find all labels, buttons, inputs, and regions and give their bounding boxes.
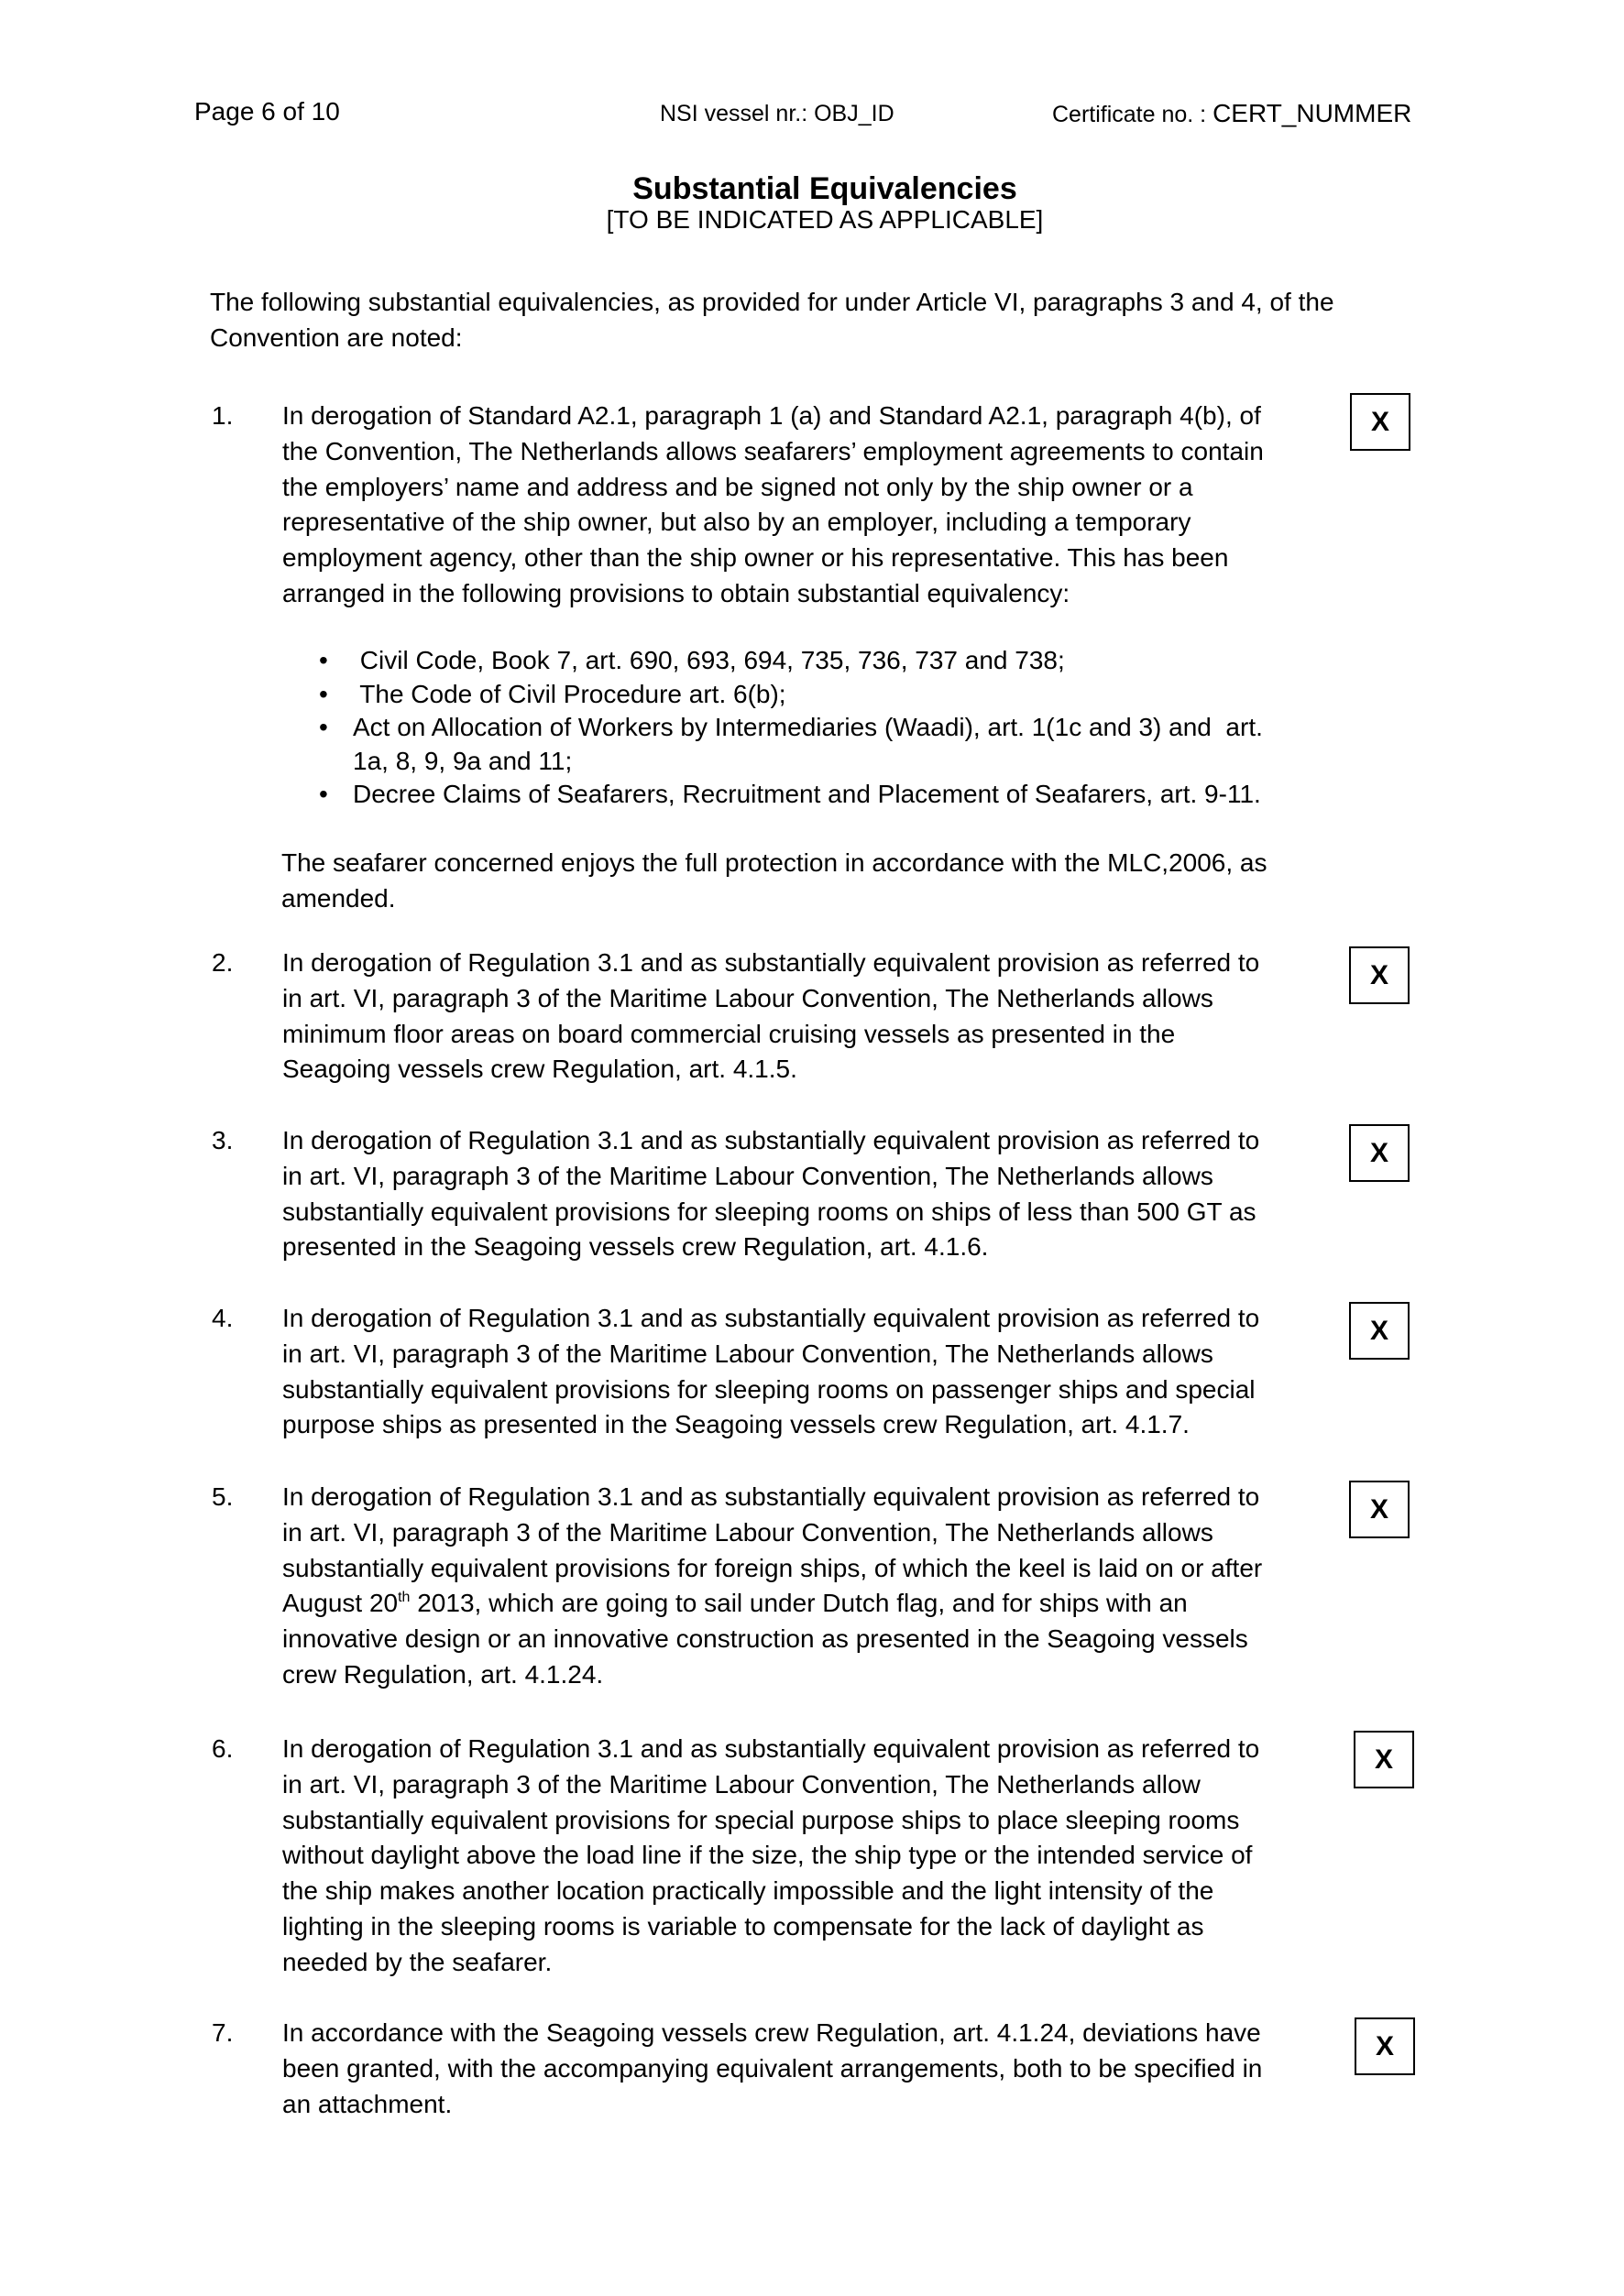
item-number: 2.	[212, 948, 234, 977]
item-line: In derogation of Regulation 3.1 and as substantially equivalent provision as referred to	[282, 1734, 1260, 1763]
item-line: substantially equivalent provisions for special purpose ships to place sleeping rooms	[282, 1805, 1240, 1834]
vessel-number: NSI vessel nr.: OBJ_ID	[660, 101, 894, 126]
item-1-checkbox[interactable]: X	[1350, 393, 1410, 451]
item-number: 1.	[212, 401, 234, 430]
item-line: arranged in the following provisions to obtain substantial equivalency:	[282, 578, 1070, 607]
item-line: in art. VI, paragraph 3 of the Maritime Labour Convention, The Netherlands allows	[282, 983, 1213, 1012]
page-title: Substantial Equivalencies	[632, 171, 1017, 206]
item-line: August 20th 2013, which are going to sail under Dutch flag, and for ships with an	[282, 1589, 1188, 1618]
item-line: an attachment.	[282, 2089, 453, 2118]
item-3-text	[282, 1123, 1345, 1265]
bullet-icon: •	[319, 780, 328, 808]
page-number: Page 6 of 10	[194, 97, 340, 126]
item-line: In derogation of Regulation 3.1 and as substantially equivalent provision as referred to	[282, 1304, 1260, 1332]
item-6-text	[282, 1732, 1345, 1981]
item-1-text	[282, 399, 1345, 612]
item-line: employment agency, other than the ship owner or his representative. This has been	[282, 543, 1229, 573]
item-line: presented in the Seagoing vessels crew Regulation, art. 4.1.6.	[282, 1232, 989, 1262]
item-1-closing	[281, 846, 1344, 917]
item-line: been granted, with the accompanying equivalent arrangements, both to be specified in	[282, 2053, 1263, 2083]
item-5-text	[282, 1480, 1345, 1693]
item-line: In derogation of Regulation 3.1 and as substantially equivalent provision as referred to	[282, 948, 1260, 977]
item-line: substantially equivalent provisions for sleeping rooms on ships of less than 500 GT as	[282, 1197, 1256, 1226]
item-number: 5.	[212, 1482, 234, 1511]
item-line: lighting in the sleeping rooms is variable to compensate for the lack of daylight as	[282, 1911, 1204, 1941]
item-line: the ship makes another location practically impossible and the light intensity of the	[282, 1876, 1214, 1906]
item-number: 3.	[212, 1126, 234, 1154]
item-line: innovative design or an innovative construction as presented in the Seagoing vessels	[282, 1624, 1248, 1654]
item-line: in art. VI, paragraph 3 of the Maritime Labour Convention, The Netherlands allows	[282, 1517, 1213, 1547]
list-item: • Act on Allocation of Workers by Intermediaries (Waadi), art. 1(1c and 3) and art. 1a, 8, 9, 9a and 11;	[319, 713, 1263, 775]
item-line: the employers’ name and address and be signed not only by the ship owner or a	[282, 472, 1193, 501]
item-line: crew Regulation, art. 4.1.24.	[282, 1659, 604, 1689]
intro-line: Convention are noted:	[210, 323, 463, 352]
item-line: in art. VI, paragraph 3 of the Maritime Labour Convention, The Netherlands allow	[282, 1769, 1201, 1799]
bullet-icon: •	[319, 713, 328, 741]
item-5-checkbox[interactable]: X	[1349, 1481, 1410, 1538]
certificate-number	[1052, 99, 1411, 129]
item-line: representative of the ship owner, but also by an employer, including a temporary	[282, 508, 1191, 537]
closing-line: amended.	[281, 883, 396, 913]
item-line: In accordance with the Seagoing vessels crew Regulation, art. 4.1.24, deviations have	[282, 2018, 1261, 2047]
item-number: 6.	[212, 1734, 234, 1763]
item-line: In derogation of Standard A2.1, paragraph 1 (a) and Standard A2.1, paragraph 4(b), of	[282, 401, 1261, 430]
item-line: the Convention, The Netherlands allows seafarers’ employment agreements to contain	[282, 436, 1264, 465]
item-line: substantially equivalent provisions for sleeping rooms on passenger ships and special	[282, 1374, 1256, 1404]
item-line: In derogation of Regulation 3.1 and as substantially equivalent provision as referred to	[282, 1126, 1260, 1154]
certificate-label: Certificate no. :	[1052, 102, 1213, 127]
item-line: in art. VI, paragraph 3 of the Maritime Labour Convention, The Netherlands allows	[282, 1339, 1213, 1368]
item-line: in art. VI, paragraph 3 of the Maritime Labour Convention, The Netherlands allows	[282, 1161, 1213, 1190]
item-line: needed by the seafarer.	[282, 1947, 553, 1976]
item-4-checkbox[interactable]: X	[1349, 1302, 1410, 1360]
page-subtitle: [TO BE INDICATED AS APPLICABLE]	[606, 205, 1044, 234]
item-number: 4.	[212, 1304, 234, 1332]
intro-paragraph	[210, 285, 1420, 356]
item-line: Seagoing vessels crew Regulation, art. 4.1.5.	[282, 1055, 797, 1084]
item-2-checkbox[interactable]: X	[1349, 946, 1410, 1004]
item-line: minimum floor areas on board commercial cruising vessels as presented in the	[282, 1019, 1176, 1048]
item-number: 7.	[212, 2018, 234, 2047]
bullet-icon: •	[319, 679, 328, 708]
closing-line: The seafarer concerned enjoys the full protection in accordance with the MLC,2006, as	[281, 848, 1267, 877]
item-7-text	[282, 2016, 1345, 2122]
item-line: purpose ships as presented in the Seagoing vessels crew Regulation, art. 4.1.7.	[282, 1410, 1190, 1439]
bullet-icon: •	[319, 646, 328, 674]
list-item: • The Code of Civil Procedure art. 6(b);	[319, 678, 1355, 712]
item-line: without daylight above the load line if the size, the ship type or the intended service of	[282, 1841, 1253, 1870]
item-6-checkbox[interactable]: X	[1354, 1731, 1414, 1788]
certificate-value: CERT_NUMMER	[1213, 99, 1412, 127]
item-line: substantially equivalent provisions for foreign ships, of which the keel is laid on or after	[282, 1553, 1263, 1582]
item-2-text	[282, 946, 1345, 1088]
item-4-text	[282, 1301, 1345, 1443]
list-item: • Decree Claims of Seafarers, Recruitment and Placement of Seafarers, art. 9-11.	[319, 778, 1355, 812]
intro-line: The following substantial equivalencies, as provided for under Article VI, paragraphs 3 and 4, of the	[210, 288, 1334, 316]
item-line: In derogation of Regulation 3.1 and as substantially equivalent provision as referred to	[282, 1482, 1260, 1511]
list-item: • Civil Code, Book 7, art. 690, 693, 694, 735, 736, 737 and 738;	[319, 644, 1355, 678]
item-3-checkbox[interactable]: X	[1349, 1124, 1410, 1182]
item-7-checkbox[interactable]: X	[1355, 2017, 1415, 2075]
provisions-list	[319, 644, 1355, 812]
